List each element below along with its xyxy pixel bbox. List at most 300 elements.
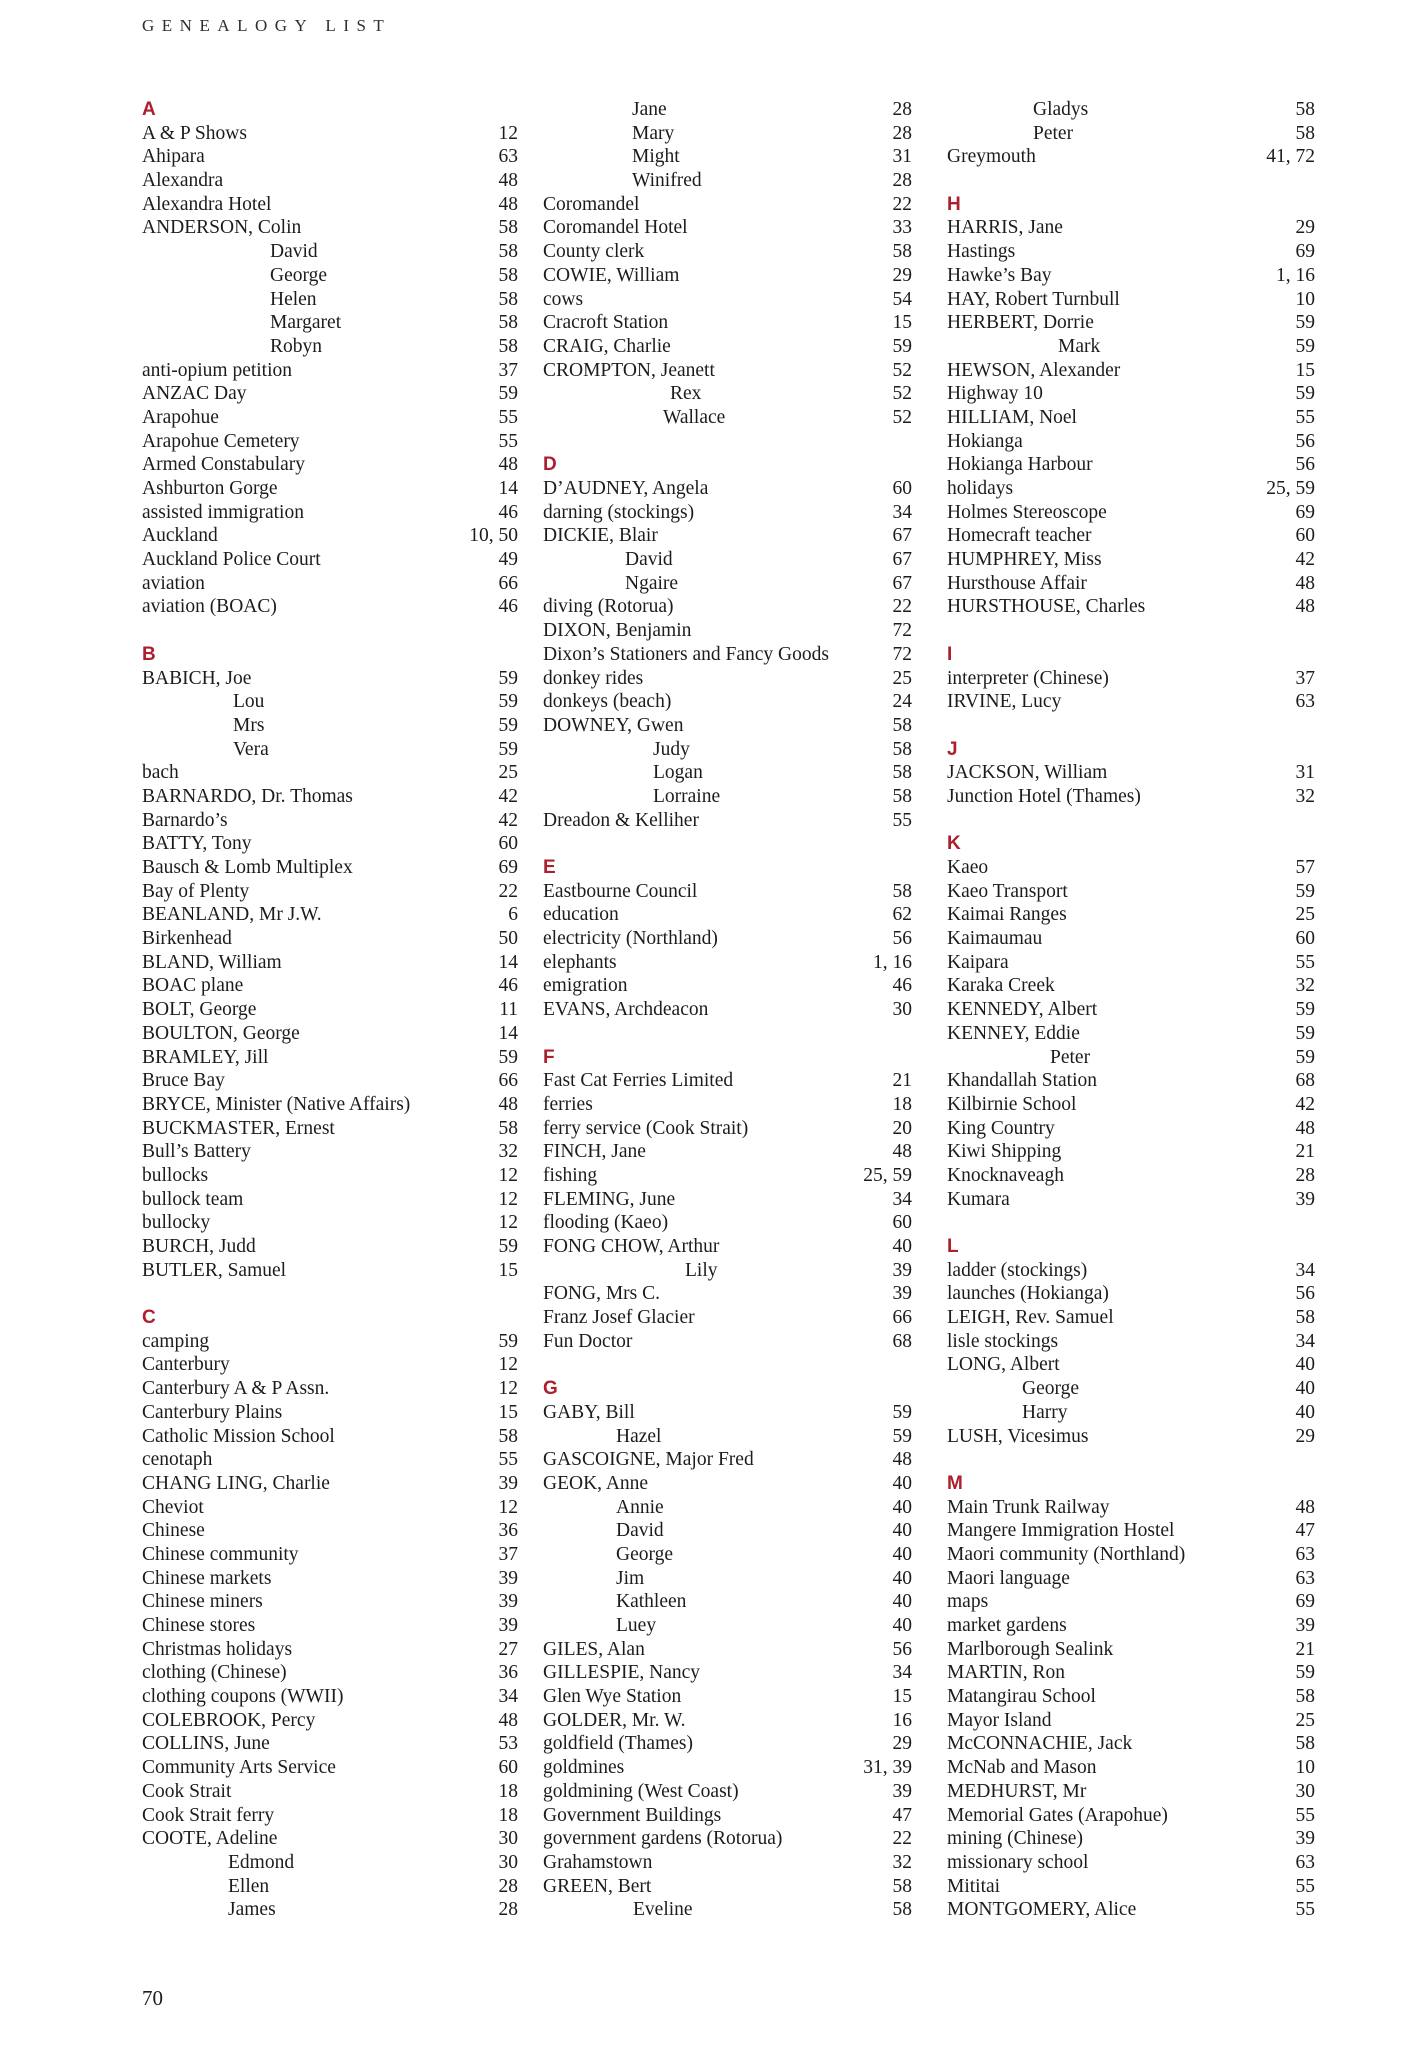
entry-pages: 29 xyxy=(1295,217,1315,239)
entry-label: ferry service (Cook Strait) xyxy=(543,1117,749,1139)
index-entry xyxy=(142,240,518,264)
entry-label: DIXON, Benjamin xyxy=(543,620,692,642)
page-title: GENEALOGY LIST xyxy=(142,16,392,35)
entry-pages: 29 xyxy=(1295,1425,1315,1447)
index-entry xyxy=(142,288,518,312)
index-entry xyxy=(947,572,1315,596)
index-entry xyxy=(543,335,912,359)
entry-label: Kaeo xyxy=(947,857,989,878)
index-entry xyxy=(142,1472,518,1496)
entry-label: HEWSON, Alexander xyxy=(947,359,1121,381)
section-letter-l: L xyxy=(947,1236,959,1257)
entry-pages: 60 xyxy=(1295,928,1315,950)
index-entry xyxy=(947,951,1315,975)
entry-pages: 58 xyxy=(1295,122,1315,144)
entry-pages: 37 xyxy=(498,359,518,381)
index-entry xyxy=(543,1756,912,1780)
index-entry xyxy=(543,240,912,264)
entry-pages: 58 xyxy=(892,785,912,807)
entry-label: launches (Hokianga) xyxy=(947,1283,1109,1305)
entry-pages: 42 xyxy=(1295,1093,1315,1115)
index-entry xyxy=(543,903,912,927)
entry-pages: 63 xyxy=(1295,1851,1315,1873)
index-entry xyxy=(142,122,518,146)
index-entry xyxy=(947,1069,1315,1093)
entry-pages: 34 xyxy=(892,1188,912,1210)
entry-label: BATTY, Tony xyxy=(142,833,252,855)
entry-pages: 59 xyxy=(1295,383,1315,405)
entry-label: BLAND, William xyxy=(142,951,282,973)
entry-label: Logan xyxy=(653,762,703,784)
index-entry xyxy=(947,595,1315,619)
section-letter-d: D xyxy=(543,454,557,476)
entry-pages: 25 xyxy=(1295,1709,1315,1731)
entry-label: Peter xyxy=(1050,1046,1091,1068)
entry-label: ANDERSON, Colin xyxy=(142,217,302,239)
index-entry xyxy=(543,1496,912,1520)
index-entry xyxy=(142,714,518,738)
entry-pages: 48 xyxy=(498,170,518,192)
entry-label: Eastbourne Council xyxy=(543,880,698,902)
entry-label: Ahipara xyxy=(142,146,205,168)
entry-label: Auckland Police Court xyxy=(142,549,321,571)
entry-label: COWIE, William xyxy=(543,264,680,286)
section-letter-e: E xyxy=(543,857,556,878)
entry-pages: 29 xyxy=(892,264,912,286)
entry-label: KENNEDY, Albert xyxy=(947,999,1098,1021)
entry-pages: 57 xyxy=(1295,857,1315,878)
index-entry xyxy=(543,619,912,643)
entry-label: HERBERT, Dorrie xyxy=(947,312,1094,334)
entry-pages: 34 xyxy=(1295,1259,1315,1281)
entry-pages: 47 xyxy=(892,1804,912,1826)
index-entry xyxy=(543,1875,912,1899)
entry-label: BURCH, Judd xyxy=(142,1236,256,1257)
entry-pages: 48 xyxy=(892,1449,912,1471)
index-entry xyxy=(543,809,912,833)
entry-pages: 41, 72 xyxy=(1266,146,1315,168)
index-entry xyxy=(142,1898,518,1922)
index-entry xyxy=(543,169,912,193)
entry-pages: 39 xyxy=(892,1780,912,1802)
index-entry xyxy=(543,98,912,122)
entry-pages: 34 xyxy=(1295,1330,1315,1352)
index-entry xyxy=(947,785,1315,809)
entry-label: David xyxy=(625,549,673,571)
index-entry xyxy=(543,1211,912,1235)
entry-pages: 62 xyxy=(892,904,912,926)
entry-label: Winifred xyxy=(632,170,702,192)
entry-pages: 46 xyxy=(498,501,518,523)
entry-label: George xyxy=(1022,1378,1080,1400)
index-entry xyxy=(543,643,912,667)
entry-label: BARNARDO, Dr. Thomas xyxy=(142,785,353,807)
entry-label: Hazel xyxy=(616,1425,662,1447)
index-entry xyxy=(142,1117,518,1141)
section-letter-m: M xyxy=(947,1472,963,1494)
entry-pages: 28 xyxy=(498,1875,518,1897)
index-entry xyxy=(142,1851,518,1875)
entry-label: Bruce Bay xyxy=(142,1070,225,1092)
index-entry xyxy=(142,1519,518,1543)
entry-pages: 58 xyxy=(498,241,518,263)
index-entry xyxy=(543,595,912,619)
index-entry xyxy=(142,453,518,477)
index-entry xyxy=(142,1827,518,1851)
entry-pages: 58 xyxy=(498,217,518,239)
entry-pages: 12 xyxy=(498,1354,518,1376)
index-entry xyxy=(142,1401,518,1425)
entry-label: CHANG LING, Charlie xyxy=(142,1472,330,1494)
index-entry xyxy=(543,1685,912,1709)
index-entry xyxy=(142,335,518,359)
index-entry xyxy=(947,1425,1315,1449)
index-entry xyxy=(947,264,1315,288)
entry-pages: 37 xyxy=(498,1543,518,1565)
index-entry xyxy=(947,98,1315,122)
entry-pages: 30 xyxy=(498,1828,518,1850)
entry-label: Mititai xyxy=(947,1875,1001,1897)
index-entry xyxy=(142,927,518,951)
index-entry xyxy=(947,1875,1315,1899)
entry-label: BRAMLEY, Jill xyxy=(142,1046,269,1068)
entry-label: Kaimai Ranges xyxy=(947,904,1067,926)
entry-label: COLEBROOK, Percy xyxy=(142,1709,316,1731)
index-entry xyxy=(947,690,1315,714)
index-entry xyxy=(142,998,518,1022)
index-entry xyxy=(543,1590,912,1614)
entry-label: Mangere Immigration Hostel xyxy=(947,1520,1175,1542)
entry-label: cows xyxy=(543,288,584,310)
entry-label: MONTGOMERY, Alice xyxy=(947,1899,1137,1921)
entry-pages: 32 xyxy=(1295,785,1315,807)
entry-pages: 58 xyxy=(498,264,518,286)
entry-label: DOWNEY, Gwen xyxy=(543,714,684,736)
index-entry xyxy=(142,1543,518,1567)
entry-pages: 25 xyxy=(498,762,518,784)
entry-pages: 34 xyxy=(892,501,912,523)
entry-label: Hokianga Harbour xyxy=(947,454,1093,476)
entry-label: goldmines xyxy=(543,1757,625,1779)
index-entry xyxy=(543,1709,912,1733)
entry-pages: 18 xyxy=(892,1093,912,1115)
entry-pages: 55 xyxy=(1295,406,1315,428)
entry-pages: 67 xyxy=(892,572,912,594)
entry-pages: 56 xyxy=(892,928,912,950)
index-entry xyxy=(543,1306,912,1330)
entry-pages: 56 xyxy=(1295,454,1315,476)
index-entry xyxy=(947,1661,1315,1685)
entry-pages: 28 xyxy=(498,1899,518,1921)
entry-label: GILES, Alan xyxy=(543,1638,645,1660)
entry-label: Fun Doctor xyxy=(543,1330,633,1352)
entry-pages: 25 xyxy=(1295,904,1315,926)
index-entry xyxy=(142,1448,518,1472)
index-entry xyxy=(543,524,912,548)
section-letter-f: F xyxy=(543,1046,555,1068)
index-entry xyxy=(142,1093,518,1117)
index-entry xyxy=(543,501,912,525)
entry-pages: 25, 59 xyxy=(1266,478,1315,499)
section-letter-j: J xyxy=(947,738,958,760)
entry-pages: 58 xyxy=(1295,1686,1315,1708)
index-entry xyxy=(543,1661,912,1685)
entry-pages: 66 xyxy=(498,572,518,594)
entry-label: flooding (Kaeo) xyxy=(543,1212,669,1234)
index-entry xyxy=(947,1022,1315,1046)
entry-label: JACKSON, William xyxy=(947,762,1108,784)
entry-pages: 59 xyxy=(1295,1662,1315,1684)
entry-label: CRAIG, Charlie xyxy=(543,335,671,357)
entry-pages: 22 xyxy=(892,596,912,618)
entry-pages: 40 xyxy=(1295,1401,1315,1423)
index-entry xyxy=(947,288,1315,312)
entry-label: Kiwi Shipping xyxy=(947,1141,1062,1163)
entry-label: Knocknaveagh xyxy=(947,1164,1064,1186)
entry-label: Kaipara xyxy=(947,951,1009,973)
entry-pages: 25 xyxy=(892,667,912,689)
entry-label: darning (stockings) xyxy=(543,501,695,523)
index-entry xyxy=(142,1496,518,1520)
entry-label: BRYCE, Minister (Native Affairs) xyxy=(142,1093,411,1115)
entry-label: donkeys (beach) xyxy=(543,691,672,713)
entry-pages: 18 xyxy=(498,1780,518,1802)
index-entry xyxy=(543,880,912,904)
index-entry xyxy=(543,1069,912,1093)
entry-label: Hursthouse Affair xyxy=(947,572,1087,594)
entry-label: clothing coupons (WWII) xyxy=(142,1686,344,1708)
entry-pages: 59 xyxy=(1295,999,1315,1021)
entry-label: Bull’s Battery xyxy=(142,1141,251,1163)
section-letter-g: G xyxy=(543,1378,558,1400)
entry-label: D’AUDNEY, Angela xyxy=(543,478,709,499)
index-entry xyxy=(947,216,1315,240)
entry-label: Maori language xyxy=(947,1567,1070,1589)
section-letter-h: H xyxy=(947,193,961,215)
entry-label: cenotaph xyxy=(142,1449,213,1471)
entry-label: BUCKMASTER, Ernest xyxy=(142,1117,335,1139)
index-entry xyxy=(543,738,912,762)
entry-pages: 56 xyxy=(1295,430,1315,452)
index-entry xyxy=(142,1590,518,1614)
entry-label: Jane xyxy=(632,99,667,120)
entry-label: HAY, Robert Turnbull xyxy=(947,288,1120,310)
entry-label: Judy xyxy=(653,738,690,760)
index-entry xyxy=(142,1709,518,1733)
entry-pages: 66 xyxy=(892,1307,912,1329)
index-entry xyxy=(142,1780,518,1804)
index-entry xyxy=(543,1093,912,1117)
entry-pages: 12 xyxy=(498,1212,518,1234)
index-entry xyxy=(947,1140,1315,1164)
entry-pages: 22 xyxy=(892,1828,912,1850)
entry-label: HARRIS, Jane xyxy=(947,217,1063,239)
index-entry xyxy=(947,1330,1315,1354)
index-entry xyxy=(947,1780,1315,1804)
entry-pages: 59 xyxy=(1295,880,1315,902)
entry-pages: 48 xyxy=(498,1709,518,1731)
index-entry xyxy=(543,145,912,169)
entry-label: Holmes Stereoscope xyxy=(947,501,1107,523)
entry-pages: 58 xyxy=(498,288,518,310)
entry-label: Lorraine xyxy=(653,785,721,807)
entry-pages: 58 xyxy=(892,1875,912,1897)
index-entry xyxy=(947,1614,1315,1638)
entry-label: Arapohue xyxy=(142,406,219,428)
entry-label: donkey rides xyxy=(543,667,644,689)
entry-pages: 48 xyxy=(498,1093,518,1115)
index-entry xyxy=(543,288,912,312)
entry-label: Mrs xyxy=(233,714,265,736)
entry-label: Ashburton Gorge xyxy=(142,478,278,499)
entry-pages: 42 xyxy=(1295,549,1315,571)
entry-pages: 60 xyxy=(892,478,912,499)
index-entry xyxy=(543,1519,912,1543)
entry-pages: 58 xyxy=(892,1899,912,1921)
index-entry xyxy=(947,761,1315,785)
entry-pages: 39 xyxy=(498,1472,518,1494)
index-entry xyxy=(543,690,912,714)
entry-label: MEDHURST, Mr xyxy=(947,1780,1087,1802)
entry-label: Chinese community xyxy=(142,1543,299,1565)
entry-pages: 59 xyxy=(892,1401,912,1423)
entry-pages: 48 xyxy=(1295,1117,1315,1139)
index-entry xyxy=(142,1638,518,1662)
index-entry xyxy=(947,1046,1315,1070)
index-entry xyxy=(543,1567,912,1591)
entry-label: Main Trunk Railway xyxy=(947,1496,1110,1518)
entry-pages: 58 xyxy=(892,714,912,736)
index-entry xyxy=(142,193,518,217)
index-entry xyxy=(947,1827,1315,1851)
entry-pages: 55 xyxy=(498,1449,518,1471)
entry-label: Auckland xyxy=(142,525,218,547)
entry-pages: 59 xyxy=(892,335,912,357)
index-entry xyxy=(543,1448,912,1472)
entry-pages: 56 xyxy=(1295,1283,1315,1305)
entry-pages: 6 xyxy=(508,904,518,926)
entry-label: Mayor Island xyxy=(947,1709,1052,1731)
index-entry xyxy=(142,903,518,927)
entry-pages: 59 xyxy=(498,738,518,760)
entry-pages: 59 xyxy=(498,383,518,405)
index-entry xyxy=(543,951,912,975)
entry-label: CROMPTON, Jeanett xyxy=(543,359,715,381)
entry-pages: 14 xyxy=(498,951,518,973)
entry-pages: 59 xyxy=(498,1236,518,1257)
entry-label: lisle stockings xyxy=(947,1330,1059,1352)
index-entry xyxy=(142,761,518,785)
entry-label: EVANS, Archdeacon xyxy=(543,999,709,1021)
entry-pages: 1, 16 xyxy=(873,951,912,973)
index-entry xyxy=(947,974,1315,998)
index-entry xyxy=(142,974,518,998)
entry-label: Franz Josef Glacier xyxy=(543,1307,695,1329)
entry-pages: 28 xyxy=(892,122,912,144)
entry-label: goldfield (Thames) xyxy=(543,1733,693,1755)
entry-pages: 11 xyxy=(499,999,518,1021)
entry-pages: 27 xyxy=(498,1638,518,1660)
entry-label: holidays xyxy=(947,478,1014,499)
index-entry xyxy=(947,1590,1315,1614)
index-entry xyxy=(947,903,1315,927)
entry-label: LONG, Albert xyxy=(947,1354,1060,1376)
index-entry xyxy=(947,1377,1315,1401)
entry-pages: 59 xyxy=(1295,1046,1315,1068)
index-entry xyxy=(543,1851,912,1875)
entry-label: McNab and Mason xyxy=(947,1757,1097,1779)
entry-pages: 40 xyxy=(1295,1354,1315,1376)
entry-pages: 55 xyxy=(1295,1899,1315,1921)
entry-label: GASCOIGNE, Major Fred xyxy=(543,1449,754,1471)
entry-pages: 58 xyxy=(892,880,912,902)
entry-pages: 59 xyxy=(1295,335,1315,357)
index-entry xyxy=(947,1732,1315,1756)
index-entry xyxy=(142,667,518,691)
index-entry xyxy=(543,1425,912,1449)
entry-label: Dixon’s Stationers and Fancy Goods xyxy=(543,643,829,665)
entry-label: aviation xyxy=(142,572,205,594)
index-entry xyxy=(947,1804,1315,1828)
index-entry xyxy=(142,1140,518,1164)
entry-pages: 36 xyxy=(498,1520,518,1542)
index-entry xyxy=(543,359,912,383)
entry-pages: 14 xyxy=(498,478,518,499)
entry-pages: 12 xyxy=(498,1188,518,1210)
index-entry xyxy=(947,122,1315,146)
index-entry xyxy=(947,1898,1315,1922)
entry-pages: 48 xyxy=(892,1141,912,1163)
entry-pages: 28 xyxy=(892,170,912,192)
index-entry xyxy=(543,1401,912,1425)
entry-pages: 34 xyxy=(892,1662,912,1684)
entry-pages: 68 xyxy=(892,1330,912,1352)
entry-pages: 42 xyxy=(498,785,518,807)
entry-pages: 60 xyxy=(498,1757,518,1779)
entry-pages: 58 xyxy=(892,241,912,263)
entry-label: GREEN, Bert xyxy=(543,1875,652,1897)
entry-pages: 10, 50 xyxy=(469,525,518,547)
entry-pages: 60 xyxy=(1295,525,1315,547)
index-entry xyxy=(947,1519,1315,1543)
entry-label: MARTIN, Ron xyxy=(947,1662,1065,1684)
entry-label: Canterbury Plains xyxy=(142,1401,283,1423)
entry-label: Lily xyxy=(685,1259,718,1281)
entry-label: A & P Shows xyxy=(142,122,247,144)
entry-label: Cook Strait xyxy=(142,1780,232,1802)
index-entry xyxy=(543,1282,912,1306)
entry-label: Helen xyxy=(270,288,317,310)
entry-pages: 59 xyxy=(498,691,518,713)
entry-pages: 10 xyxy=(1295,288,1315,310)
entry-pages: 39 xyxy=(1295,1615,1315,1636)
entry-label: Lou xyxy=(233,691,265,713)
entry-pages: 59 xyxy=(498,1330,518,1352)
entry-pages: 58 xyxy=(498,335,518,357)
index-entry xyxy=(543,311,912,335)
index-entry xyxy=(947,927,1315,951)
entry-label: bach xyxy=(142,762,179,784)
index-entry xyxy=(543,1164,912,1188)
entry-pages: 46 xyxy=(892,975,912,997)
entry-pages: 58 xyxy=(892,762,912,784)
index-entry xyxy=(142,738,518,762)
entry-label: Ellen xyxy=(228,1875,270,1897)
entry-label: Bausch & Lomb Multiplex xyxy=(142,857,353,878)
index-entry xyxy=(947,382,1315,406)
entry-pages: 67 xyxy=(892,525,912,547)
entry-label: BOAC plane xyxy=(142,975,244,997)
